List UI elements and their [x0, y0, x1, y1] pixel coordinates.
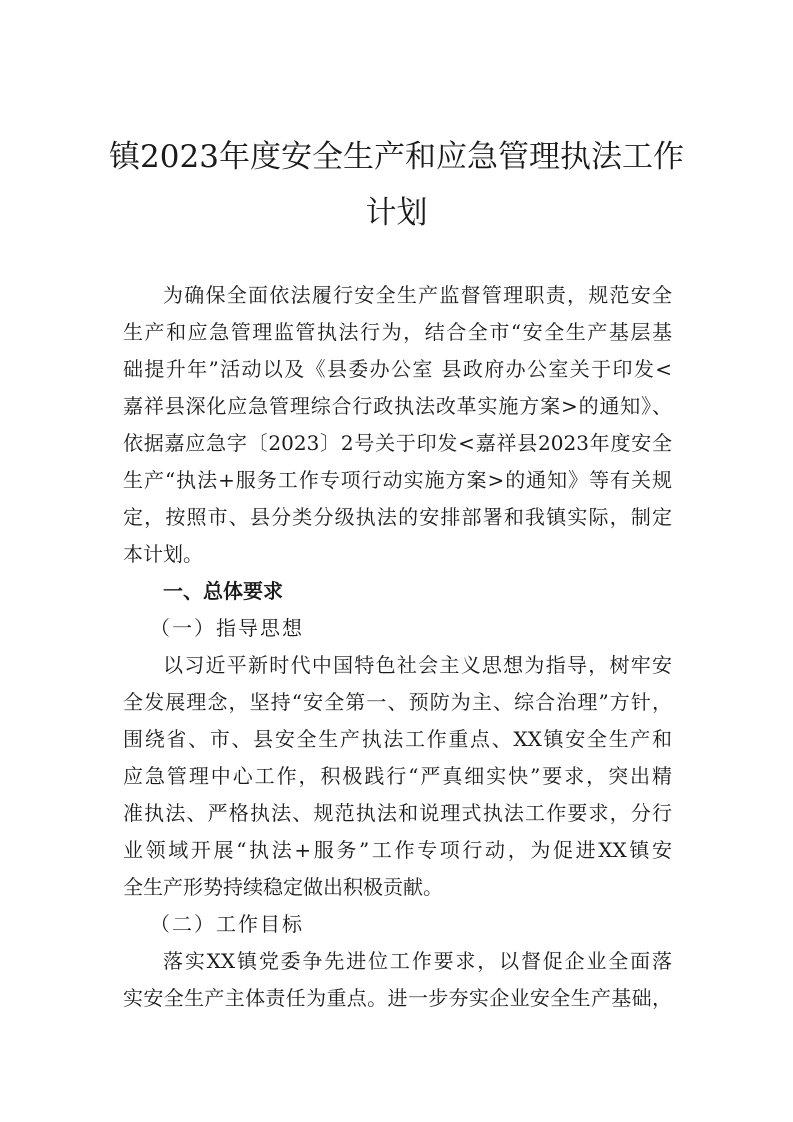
intro-paragraph-line: 本计划。 [123, 542, 203, 566]
intro-paragraph-line: 生产“执法+服务工作专项行动实施方案>的通知》等有关规 [123, 468, 672, 492]
intro-paragraph-line: 础提升年”活动以及《县委办公室 县政府办公室关于印发< [123, 357, 672, 381]
document-title-line-1: 镇2023年度安全生产和应急管理执法工作 [109, 139, 684, 175]
work-goals-line: 落实XX镇党委争先进位工作要求，以督促企业全面落 [163, 949, 672, 973]
guiding-ideology-line: 业领域开展“执法+服务”工作专项行动，为促进XX镇安 [123, 838, 672, 862]
intro-paragraph-line: 生产和应急管理监管执法行为，结合全市“安全生产基层基 [123, 320, 672, 344]
guiding-ideology-line: 准执法、严格执法、规范执法和说理式执法工作要求，分行 [123, 801, 672, 825]
guiding-ideology-line: 围绕省、市、县安全生产执法工作重点、XX镇安全生产和 [123, 727, 672, 751]
guiding-ideology-line: 全生产形势持续稳定做出积极贡献。 [123, 875, 443, 899]
section-heading-general-requirements: 一、总体要求 [163, 579, 283, 603]
intro-paragraph-line: 依据嘉应急字〔2023〕2号关于印发<嘉祥县2023年度安全 [123, 431, 672, 455]
document-title-line-2: 计划 [365, 195, 428, 231]
work-goals-line: 实安全生产主体责任为重点。进一步夯实企业安全生产基础， [123, 986, 672, 1010]
subsection-heading-guiding-ideology: （一）指导思想 [150, 616, 304, 640]
guiding-ideology-line: 以习近平新时代中国特色社会主义思想为指导，树牢安 [163, 653, 672, 677]
intro-paragraph-line: 为确保全面依法履行安全生产监督管理职责，规范安全 [163, 283, 672, 307]
guiding-ideology-line: 全发展理念，坚持“安全第一、预防为主、综合治理”方针， [123, 690, 672, 714]
intro-paragraph-line: 定，按照市、县分类分级执法的安排部署和我镇实际，制定 [123, 505, 672, 529]
intro-paragraph-line: 嘉祥县深化应急管理综合行政执法改革实施方案>的通知》、 [123, 394, 672, 418]
guiding-ideology-line: 应急管理中心工作，积极践行“严真细实快”要求，突出精 [123, 764, 672, 788]
subsection-heading-work-goals: （二）工作目标 [150, 912, 304, 936]
